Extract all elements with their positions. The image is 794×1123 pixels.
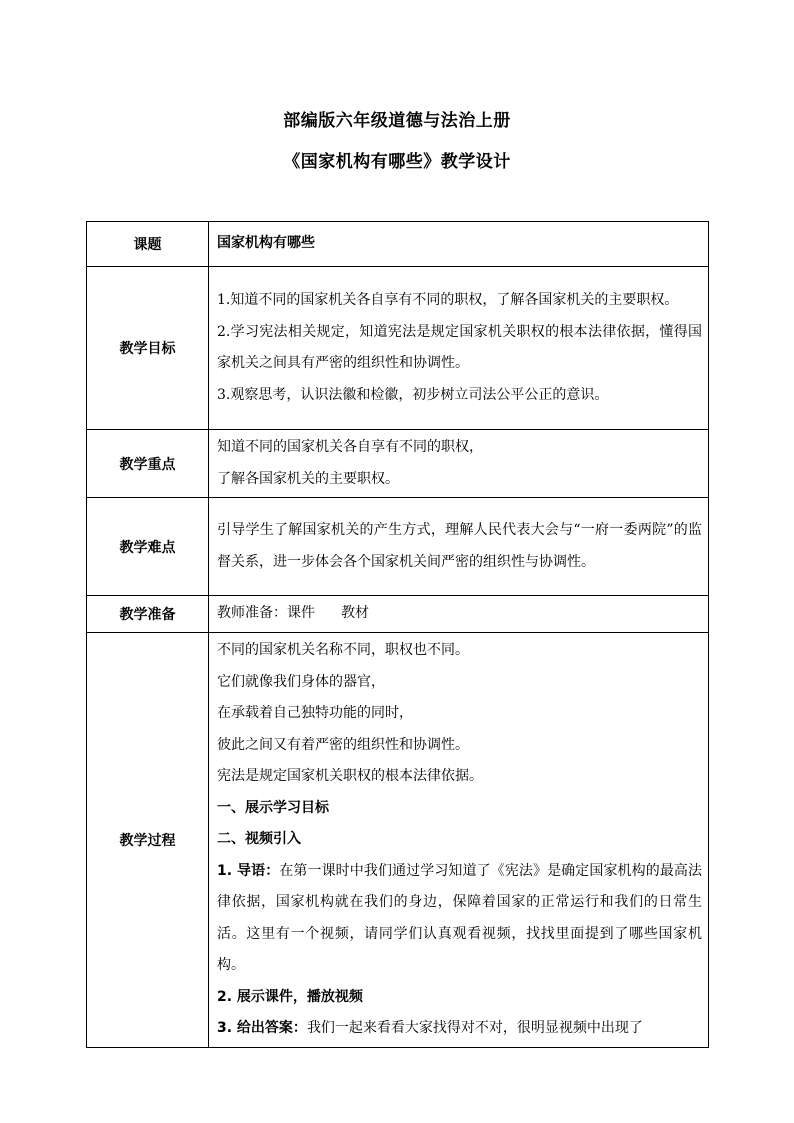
- difficulties-content: [209, 498, 709, 596]
- table-row-topic: [87, 222, 709, 267]
- key-point-line: 知道不同的国家机关各自享有不同的职权，: [217, 439, 483, 455]
- lesson-plan-table: [86, 221, 709, 1048]
- key-points-content: [209, 430, 709, 498]
- step-3: [217, 1013, 702, 1045]
- key-point-line: 了解各国家机关的主要职权。: [217, 470, 399, 487]
- step-3-text: 我们一起来看看大家找得对不对，很明显视频中出现了: [306, 1020, 643, 1036]
- table-row-preparation: [87, 596, 709, 633]
- preparation-prefix: 教师准备：课件: [217, 605, 315, 622]
- preparation-item: 教材: [341, 605, 369, 622]
- process-intro-line: 彼此之间又有着严密的组织性和协调性。: [217, 736, 469, 753]
- preparation-label: 教学准备: [87, 596, 209, 633]
- table-row-process: [87, 633, 709, 1048]
- difficulties-text: 引导学生了解国家机关的产生方式，理解人民代表大会与“一府一委两院”的监督关系，进一步体会各个国家机关间严密的组织性与协调性。: [217, 522, 702, 570]
- preparation-content: [209, 596, 709, 633]
- objective-item: 3.观察思考，认识法徽和检徽，初步树立司法公平公正的意识。: [217, 386, 609, 403]
- step-2: 2. 展示课件，播放视频: [217, 988, 363, 1005]
- key-points-label: 教学重点: [87, 430, 209, 498]
- process-intro-line: 在承载着自己独特功能的同时，: [217, 705, 413, 721]
- objectives-label: 教学目标: [87, 267, 209, 430]
- process-label: 教学过程: [87, 633, 209, 1048]
- objectives-content: [209, 267, 709, 430]
- step-1-heading: 1. 导语：: [217, 862, 280, 879]
- section-heading: 一、展示学习目标: [217, 799, 329, 816]
- objective-item: 2.学习宪法相关规定，知道宪法是规定国家机关职权的根本法律依据，懂得国家机关之间具有严密的组织性和协调性。: [217, 323, 702, 371]
- table-row-difficulties: [87, 498, 709, 596]
- table-row-objectives: [87, 267, 709, 430]
- process-intro-line: 不同的国家机关名称不同，职权也不同。: [217, 642, 469, 658]
- topic-label: 课题: [87, 222, 209, 267]
- step-1: [217, 856, 702, 982]
- document-title-line2: 《国家机构有哪些》教学设计: [283, 152, 511, 172]
- step-3-heading: 3. 给出答案：: [217, 1020, 307, 1036]
- difficulties-label: 教学难点: [87, 498, 209, 596]
- process-content: [209, 633, 709, 1048]
- table-row-key-points: [87, 430, 709, 498]
- step-1-text: 在第一课时中我们通过学习知道了《宪法》是确定国家机构的最高法律依据，国家机构就在我们的身边，保障着国家的正常运行和我们的日常生活。这里有一个视频，请同学们认真观看视频，找找里面提到了哪些国家机构。: [217, 862, 703, 973]
- process-intro-line: 宪法是规定国家机关职权的根本法律依据。: [217, 768, 483, 784]
- topic-text: 国家机构有哪些: [217, 235, 315, 252]
- section-heading: 二、视频引入: [217, 831, 301, 847]
- topic-value: [209, 222, 709, 267]
- objective-item: 1.知道不同的国家机关各自享有不同的职权，了解各国家机关的主要职权。: [217, 292, 679, 308]
- document-title-line1: 部编版六年级道德与法治上册: [283, 111, 511, 131]
- process-intro-line: 它们就像我们身体的器官，: [217, 673, 385, 690]
